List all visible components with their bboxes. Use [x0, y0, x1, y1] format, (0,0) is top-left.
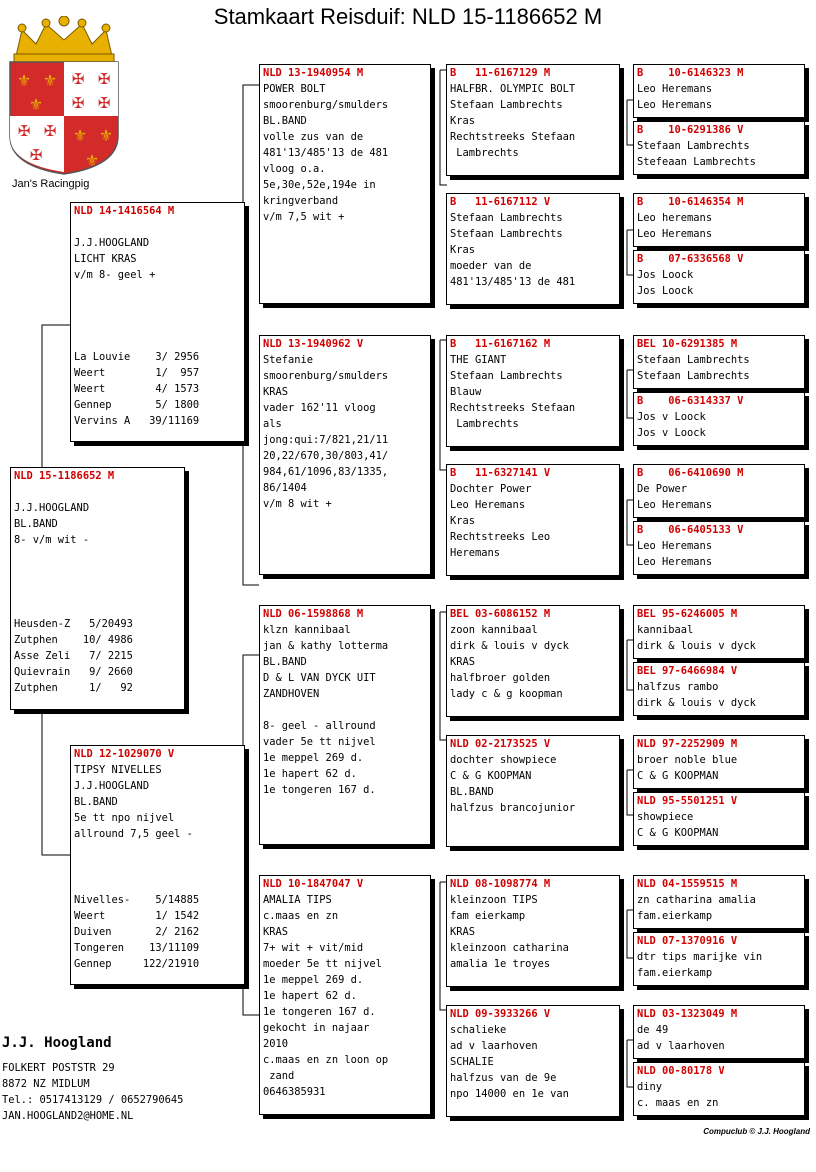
pigeon-info-line: smoorenburg/smulders: [263, 99, 389, 111]
pigeon-info-line: vader 162'11 vloog: [263, 402, 376, 414]
pigeon-info-line: 1e tongeren 167 d.: [263, 784, 376, 796]
pigeon-info-line: BL.BAND: [74, 796, 118, 808]
pigeon-info-line: halfzus van de 9e: [450, 1072, 557, 1084]
owner-postcode: 8872 NZ MIDLUM: [2, 1078, 90, 1090]
pigeon-info-line: 984,61/1096,83/1335,: [263, 466, 389, 478]
grandsire-paternal-card[interactable]: [259, 64, 431, 304]
pigeon-info-line: amalia 1e troyes: [450, 958, 551, 970]
pigeon-info-line: Rechtstreeks Stefaan: [450, 402, 576, 414]
pigeon-info-line: Jos Loock: [637, 285, 694, 297]
pigeon-info-line: Stefaan Lambrechts: [450, 370, 563, 382]
pigeon-info-line: broer noble blue: [637, 754, 738, 766]
ring-number: NLD 08-1098774 M: [450, 878, 551, 890]
pigeon-info-line: jong:qui:7/821,21/11: [263, 434, 389, 446]
pigeon-info-line: De Power: [637, 483, 688, 495]
gg-grandparent-card-15[interactable]: [633, 1005, 805, 1059]
pigeon-info-line: Leo Heremans: [637, 540, 713, 552]
pigeon-info-line: 481'13/485'13 de 481: [450, 276, 576, 288]
gg-grandparent-card-5[interactable]: [633, 335, 805, 389]
pigeon-info-line: v/m 8 wit +: [263, 498, 332, 510]
gg-grandparent-card-16[interactable]: [633, 1062, 805, 1116]
owner-block: [2, 1034, 183, 1124]
pigeon-info-line: BL.BAND: [14, 518, 58, 530]
pigeon-info-line: 5e tt npo nijvel: [74, 812, 175, 824]
ring-number: BEL 97-6466984 V: [637, 665, 738, 677]
gg-grandparent-card-14[interactable]: [633, 932, 805, 986]
pigeon-info-line: c.maas en zn loon op: [263, 1054, 389, 1066]
race-result-row: Vervins A 39/11169: [74, 415, 200, 427]
pigeon-info-line: Stefaan Lambrechts: [637, 140, 750, 152]
pigeon-info-line: kleinzoon TIPS: [450, 894, 538, 906]
pigeon-info-line: ZANDHOVEN: [263, 688, 320, 700]
pigeon-info-line: 7+ wit + vit/mid: [263, 942, 364, 954]
ring-number: NLD 10-1847047 V: [263, 878, 364, 890]
svg-text:⚜: ⚜: [98, 126, 114, 145]
pigeon-info-line: 2010: [263, 1038, 289, 1050]
great-grandparent-card-2[interactable]: [446, 193, 620, 305]
pigeon-info-line: TIPSY NIVELLES: [74, 764, 162, 776]
pigeon-info-line: Dochter Power: [450, 483, 532, 495]
granddam-paternal-card[interactable]: [259, 335, 431, 575]
great-grandparent-card-6[interactable]: [446, 735, 620, 847]
pigeon-info-line: fam.eierkamp: [637, 967, 713, 979]
svg-text:✠: ✠: [97, 70, 111, 88]
svg-text:⚜: ⚜: [72, 126, 88, 145]
svg-text:✠: ✠: [71, 94, 85, 112]
gg-grandparent-card-6[interactable]: [633, 392, 805, 446]
ring-number: NLD 02-2173525 V: [450, 738, 551, 750]
ring-number: BEL 03-6086152 M: [450, 608, 551, 620]
pigeon-info-line: kringverband: [263, 195, 339, 207]
pigeon-info-line: 5e,30e,52e,194e in: [263, 179, 376, 191]
pigeon-info-line: Jos Loock: [637, 269, 694, 281]
svg-text:⚜: ⚜: [84, 151, 100, 170]
gg-grandparent-card-7[interactable]: [633, 464, 805, 518]
pigeon-info-line: kleinzoon catharina: [450, 942, 569, 954]
pigeon-info-line: BL.BAND: [450, 786, 494, 798]
ring-number: NLD 95-5501251 V: [637, 795, 738, 807]
pigeon-info-line: fam.eierkamp: [637, 910, 713, 922]
gg-grandparent-card-8[interactable]: [633, 521, 805, 575]
great-grandparent-card-5[interactable]: [446, 605, 620, 717]
ring-number: B 10-6146323 M: [637, 67, 744, 79]
footer-credit: Compuclub © J.J. Hoogland: [703, 1127, 810, 1136]
race-result-row: Weert 1/ 957: [74, 367, 200, 379]
pigeon-info-line: halfbroer golden: [450, 672, 551, 684]
ring-number: NLD 14-1416564 M: [74, 205, 175, 217]
pigeon-info-line: gekocht in najaar: [263, 1022, 370, 1034]
great-grandparent-card-4[interactable]: [446, 464, 620, 576]
svg-text:✠: ✠: [29, 146, 43, 164]
race-results: [14, 616, 182, 696]
great-grandparent-card-3[interactable]: [446, 335, 620, 447]
pigeon-info-line: AMALIA TIPS: [263, 894, 332, 906]
pigeon-info-line: dirk & louis v dyck: [637, 640, 756, 652]
pigeon-info-line: als: [263, 418, 282, 430]
race-result-row: La Louvie 3/ 2956: [74, 351, 200, 363]
pigeon-info-line: fam eierkamp: [450, 910, 526, 922]
owner-name: J.J. Hoogland: [2, 1035, 112, 1051]
pigeon-info-line: volle zus van de: [263, 131, 364, 143]
pigeon-info-line: J.J.HOOGLAND: [74, 237, 150, 249]
pigeon-info-line: Heremans: [450, 547, 501, 559]
pigeon-info-line: 20,22/670,30/803,41/: [263, 450, 389, 462]
pigeon-info-line: C & G KOOPMAN: [637, 770, 719, 782]
pigeon-info-line: Stefaan Lambrechts: [450, 99, 563, 111]
pigeon-info-line: lady c & g koopman: [450, 688, 563, 700]
pigeon-info-line: moeder 5e tt nijvel: [263, 958, 382, 970]
ring-number: NLD 06-1598868 M: [263, 608, 364, 620]
race-result-row: Gennep 122/21910: [74, 958, 200, 970]
pigeon-info-line: BL.BAND: [263, 115, 307, 127]
race-result-row: Tongeren 13/11109: [74, 942, 200, 954]
svg-text:⚜: ⚜: [42, 71, 58, 90]
ring-number: B 11-6167162 M: [450, 338, 551, 350]
pigeon-info-line: halfzus brancojunior: [450, 802, 576, 814]
race-result-row: Weert 4/ 1573: [74, 383, 200, 395]
mother-card[interactable]: [70, 745, 245, 985]
pigeon-info-line: 481'13/485'13 de 481: [263, 147, 389, 159]
pigeon-info-line: schalieke: [450, 1024, 507, 1036]
pigeon-info-line: moeder van de: [450, 260, 532, 272]
race-result-row: Zutphen 10/ 4986: [14, 634, 133, 646]
pigeon-info-line: C & G KOOPMAN: [450, 770, 532, 782]
pigeon-info-line: Kras: [450, 115, 476, 127]
great-grandparent-card-1[interactable]: [446, 64, 620, 176]
pigeon-info-line: 1e hapert 62 d.: [263, 990, 357, 1002]
kennel-name: Jan's Racingpig: [12, 178, 90, 190]
pigeon-info-line: Jos v Loock: [637, 411, 706, 423]
pigeon-info-line: THE GIANT: [450, 354, 507, 366]
pigeon-info-line: allround 7,5 geel -: [74, 828, 193, 840]
pigeon-info-line: klzn kannibaal: [263, 624, 351, 636]
pigeon-info-line: [260, 702, 430, 718]
pigeon-info-line: Stefeaan Lambrechts: [637, 156, 756, 168]
pigeon-info-line: dirk & louis v dyck: [637, 697, 756, 709]
pigeon-info-line: KRAS: [450, 926, 476, 938]
pigeon-info-line: dtr tips marijke vin: [637, 951, 763, 963]
pigeon-info-line: J.J.HOOGLAND: [74, 780, 150, 792]
pigeon-info-line: [71, 219, 244, 235]
gg-grandparent-card-4[interactable]: [633, 250, 805, 304]
gg-grandparent-card-9[interactable]: [633, 605, 805, 659]
race-result-row: Heusden-Z 5/20493: [14, 618, 133, 630]
pigeon-info-line: Kras: [450, 244, 476, 256]
svg-text:✠: ✠: [71, 70, 85, 88]
race-result-row: Weert 1/ 1542: [74, 910, 200, 922]
pigeon-info-line: POWER BOLT: [263, 83, 326, 95]
subject-card[interactable]: [10, 467, 185, 710]
ring-number: NLD 04-1559515 M: [637, 878, 738, 890]
ring-number: B 10-6146354 M: [637, 196, 744, 208]
ring-number: BEL 10-6291385 M: [637, 338, 738, 350]
gg-grandparent-card-13[interactable]: [633, 875, 805, 929]
race-results: [74, 349, 242, 429]
race-result-row: Asse Zeli 7/ 2215: [14, 650, 133, 662]
pigeon-info-line: 86/1404: [263, 482, 307, 494]
pigeon-info-line: v/m 7,5 wit +: [263, 211, 345, 223]
pigeon-info-line: J.J.HOOGLAND: [14, 502, 90, 514]
pigeon-info-line: [11, 484, 184, 500]
ring-number: NLD 15-1186652 M: [14, 470, 115, 482]
pigeon-info-line: ad v laarhoven: [450, 1040, 538, 1052]
ring-number: NLD 97-2252909 M: [637, 738, 738, 750]
pigeon-info-line: showpiece: [637, 811, 694, 823]
pigeon-info-line: Stefaan Lambrechts: [450, 228, 563, 240]
ring-number: B 11-6167129 M: [450, 67, 551, 79]
pigeon-info-line: 1e meppel 269 d.: [263, 752, 364, 764]
pigeon-info-line: Leo Heremans: [450, 499, 526, 511]
pigeon-info-line: D & L VAN DYCK UIT: [263, 672, 376, 684]
pigeon-info-line: kannibaal: [637, 624, 694, 636]
pigeon-info-line: vader 5e tt nijvel: [263, 736, 376, 748]
pigeon-info-line: 8- geel - allround: [263, 720, 376, 732]
pigeon-info-line: dochter showpiece: [450, 754, 557, 766]
pigeon-info-line: SCHALIE: [450, 1056, 494, 1068]
ring-number: B 07-6336568 V: [637, 253, 744, 265]
pigeon-info-line: KRAS: [450, 656, 476, 668]
pigeon-info-line: Leo heremans: [637, 212, 713, 224]
ring-number: NLD 09-3933266 V: [450, 1008, 551, 1020]
granddam-maternal-card[interactable]: [259, 875, 431, 1115]
great-grandparent-card-8[interactable]: [446, 1005, 620, 1117]
svg-text:✠: ✠: [43, 122, 57, 140]
ring-number: NLD 13-1940954 M: [263, 67, 364, 79]
owner-phone[interactable]: Tel.: 0517413129 / 0652790645: [2, 1094, 184, 1106]
pigeon-info-line: 8- v/m wit -: [14, 534, 90, 546]
pigeon-info-line: 1e meppel 269 d.: [263, 974, 364, 986]
pigeon-info-line: Stefaan Lambrechts: [450, 212, 563, 224]
pigeon-info-line: zand: [263, 1070, 295, 1082]
svg-text:⚜: ⚜: [16, 71, 32, 90]
pigeon-info-line: c.maas en zn: [263, 910, 339, 922]
pigeon-info-line: BL.BAND: [263, 656, 307, 668]
gg-grandparent-card-12[interactable]: [633, 792, 805, 846]
pigeon-info-line: Stefaan Lambrechts: [637, 370, 750, 382]
owner-email[interactable]: JAN.HOOGLAND2@HOME.NL: [2, 1110, 134, 1122]
pigeon-info-line: 1e hapert 62 d.: [263, 768, 357, 780]
pigeon-info-line: Leo Heremans: [637, 99, 713, 111]
pigeon-info-line: 1e tongeren 167 d.: [263, 1006, 376, 1018]
pigeon-info-line: 0646385931: [263, 1086, 326, 1098]
pigeon-info-line: jan & kathy lotterma: [263, 640, 389, 652]
pigeon-info-line: Rechtstreeks Stefaan: [450, 131, 576, 143]
race-results: [74, 892, 242, 972]
ring-number: NLD 07-1370916 V: [637, 935, 738, 947]
pigeon-info-line: c. maas en zn: [637, 1097, 719, 1109]
ring-number: BEL 95-6246005 M: [637, 608, 738, 620]
pigeon-info-line: halfzus rambo: [637, 681, 719, 693]
pigeon-info-line: dirk & louis v dyck: [450, 640, 569, 652]
pigeon-info-line: Blauw: [450, 386, 482, 398]
pigeon-info-line: v/m 8- geel +: [74, 269, 156, 281]
svg-text:✠: ✠: [17, 122, 31, 140]
pigeon-info-line: KRAS: [263, 386, 289, 398]
svg-text:✠: ✠: [97, 94, 111, 112]
great-grandparent-card-7[interactable]: [446, 875, 620, 987]
pigeon-info-line: Kras: [450, 515, 476, 527]
pigeon-info-line: Stefaan Lambrechts: [637, 354, 750, 366]
race-result-row: Gennep 5/ 1800: [74, 399, 200, 411]
pigeon-info-line: Leo Heremans: [637, 83, 713, 95]
ring-number: B 11-6327141 V: [450, 467, 551, 479]
pigeon-info-line: diny: [637, 1081, 663, 1093]
ring-number: B 06-6314337 V: [637, 395, 744, 407]
grandsire-maternal-card[interactable]: [259, 605, 431, 845]
gg-grandparent-card-11[interactable]: [633, 735, 805, 789]
gg-grandparent-card-3[interactable]: [633, 193, 805, 247]
race-result-row: Zutphen 1/ 92: [14, 682, 133, 694]
ring-number: B 10-6291386 V: [637, 124, 744, 136]
gg-grandparent-card-1[interactable]: [633, 64, 805, 118]
father-card[interactable]: [70, 202, 245, 442]
ring-number: NLD 13-1940962 V: [263, 338, 364, 350]
ring-number: NLD 12-1029070 V: [74, 748, 175, 760]
pigeon-info-line: Leo Heremans: [637, 556, 713, 568]
pigeon-info-line: npo 14000 en 1e van: [450, 1088, 569, 1100]
pigeon-info-line: LICHT KRAS: [74, 253, 137, 265]
page-title: Stamkaart Reisduif: NLD 15-1186652 M: [213, 4, 603, 29]
pigeon-info-line: KRAS: [263, 926, 289, 938]
pigeon-info-line: de 49: [637, 1024, 669, 1036]
pigeon-info-line: Stefanie: [263, 354, 314, 366]
ring-number: B 06-6405133 V: [637, 524, 744, 536]
gg-grandparent-card-2[interactable]: [633, 121, 805, 175]
race-result-row: Nivelles- 5/14885: [74, 894, 200, 906]
owner-address: FOLKERT POSTSTR 29: [2, 1062, 115, 1074]
pigeon-info-line: smoorenburg/smulders: [263, 370, 389, 382]
ring-number: NLD 03-1323049 M: [637, 1008, 738, 1020]
pigeon-info-line: Leo Heremans: [637, 499, 713, 511]
pigeon-info-line: C & G KOOPMAN: [637, 827, 719, 839]
pigeon-info-line: zn catharina amalia: [637, 894, 756, 906]
pigeon-info-line: Lambrechts: [450, 147, 519, 159]
pigeon-info-line: Lambrechts: [450, 418, 519, 430]
race-result-row: Duiven 2/ 2162: [74, 926, 200, 938]
ring-number: NLD 00-80178 V: [637, 1065, 725, 1077]
pigeon-info-line: vloog o.a.: [263, 163, 326, 175]
svg-text:⚜: ⚜: [28, 95, 44, 114]
gg-grandparent-card-10[interactable]: [633, 662, 805, 716]
pigeon-info-line: Leo Heremans: [637, 228, 713, 240]
pigeon-info-line: ad v laarhoven: [637, 1040, 725, 1052]
pigeon-info-line: Rechtstreeks Leo: [450, 531, 551, 543]
pigeon-info-line: Jos v Loock: [637, 427, 706, 439]
pigeon-info-line: zoon kannibaal: [450, 624, 538, 636]
ring-number: B 11-6167112 V: [450, 196, 551, 208]
ring-number: B 06-6410690 M: [637, 467, 744, 479]
pigeon-info-line: HALFBR. OLYMPIC BOLT: [450, 83, 576, 95]
race-result-row: Quievrain 9/ 2660: [14, 666, 133, 678]
